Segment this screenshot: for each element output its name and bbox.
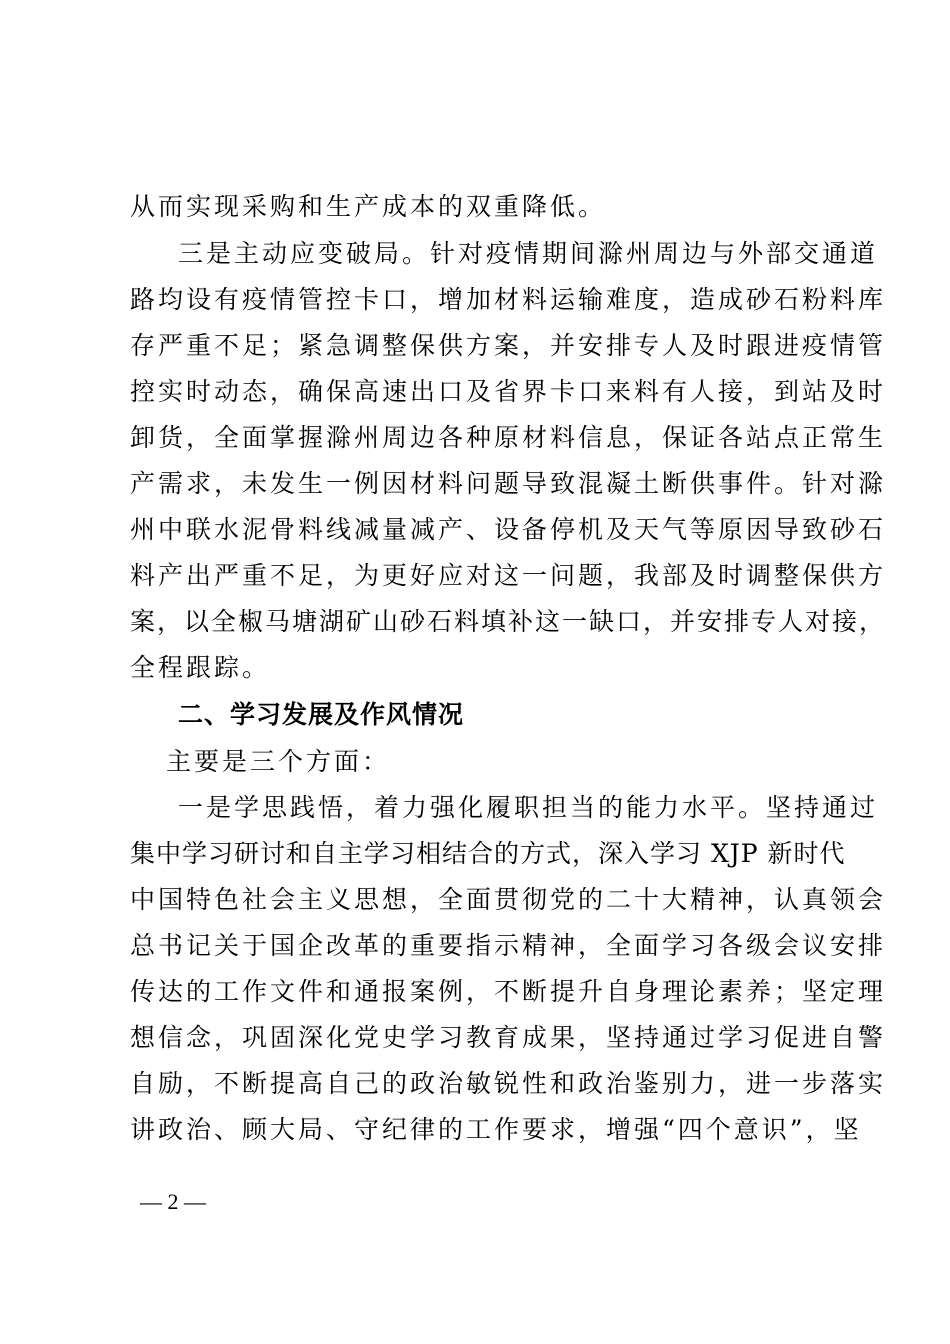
- body-line-16: 中国特色社会主义思想，全面贯彻党的二十大精神，认真领会: [130, 885, 887, 914]
- body-line-20: 自励，不断提高自己的政治敏锐性和政治鉴别力，进一步落实: [130, 1069, 887, 1098]
- body-line-17: 总书记关于国企改革的重要指示精神，全面学习各级会议安排: [130, 931, 887, 960]
- body-line-4: 存严重不足；紧急调整保供方案，并安排专人及时跟进疫情管: [130, 331, 887, 360]
- body-line-8: 州中联水泥骨料线减量减产、设备停机及天气等原因导致砂石: [130, 515, 887, 544]
- body-line-13: 主要是三个方面：: [166, 747, 391, 776]
- body-line-2: 三是主动应变破局。针对疫情期间滁州周边与外部交通道: [178, 239, 879, 268]
- body-line-21: 讲政治、顾大局、守纪律的工作要求，增强“四个意识”，坚: [130, 1115, 862, 1144]
- section-heading: 二、学习发展及作风情况: [178, 700, 465, 729]
- body-line-1: 从而实现采购和生产成本的双重降低。: [130, 192, 607, 221]
- body-line-14: 一是学思践悟，着力强化履职担当的能力水平。坚持通过: [178, 793, 879, 822]
- body-line-7: 产需求，未发生一例因材料问题导致混凝土断供事件。针对滁: [130, 469, 887, 498]
- body-line-19: 想信念，巩固深化党史学习教育成果，坚持通过学习促进自警: [130, 1023, 887, 1052]
- body-line-9: 料产出严重不足，为更好应对这一问题，我部及时调整保供方: [130, 561, 887, 590]
- body-line-15: 集中学习研讨和自主学习相结合的方式，深入学习 XJP 新时代: [130, 839, 846, 868]
- page-number: — 2 —: [140, 1189, 206, 1214]
- body-line-5: 控实时动态，确保高速出口及省界卡口来料有人接，到站及时: [130, 377, 887, 406]
- body-line-11: 全程跟踪。: [130, 653, 271, 682]
- body-line-6: 卸货，全面掌握滁州周边各种原材料信息，保证各站点正常生: [130, 423, 887, 452]
- body-line-10: 案，以全椒马塘湖矿山砂石料填补这一缺口，并安排专人对接，: [130, 607, 887, 636]
- body-line-3: 路均设有疫情管控卡口，增加材料运输难度，造成砂石粉料库: [130, 285, 887, 314]
- body-line-18: 传达的工作文件和通报案例，不断提升自身理论素养；坚定理: [130, 977, 887, 1006]
